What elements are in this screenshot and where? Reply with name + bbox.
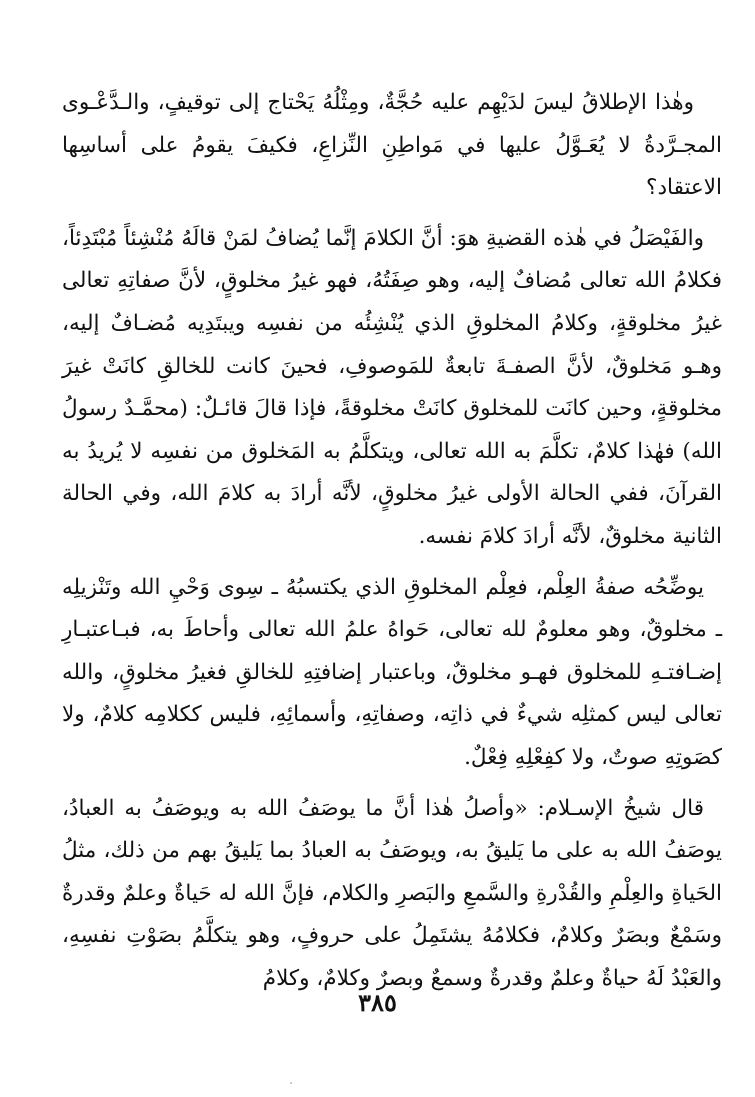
page-body (62, 82, 722, 1000)
paragraph-3: يوضِّحُه صفةُ العِلْم، فعِلْم المخلوقِ الذي يكتسبُهُ ـ سِوى وَحْيِ الله وتَنْزيلِه ـ مخلوقٌ، وهو معلومٌ لله تعالى، حَواهُ علمُ الله تعالى وأحاطَ به، فبـاعتبـارِ إضـافتـهِ للمخلوق فهـو مخلوقٌ، وباعتبار إضافتِهِ للخالقِ فغيرُ مخلوقٍ، والله تعالى ليس كمثلِه شيءٌ في ذاتِه، وصفاتِهِ، وأسمائِهِ، فليس ككلامِه كلامٌ، ولا كصَوتِهِ صوتٌ، ولا كفِعْلِهِ فِعْلٌ. (62, 574, 722, 770)
paragraph-4: قال شيخُ الإسـلام: «وأصلُ هٰذا أنَّ ما يوصَفُ الله به ويوصَفُ به العبادُ، يوصَفُ الله به على ما يَليقُ به، ويوصَفُ به العبادُ بما يَليقُ بهم من ذلك، مثلُ الحَياةِ والعِلْمِ والقُدْرةِ والسَّمعِ والبَصرِ والكلام، فإنَّ الله له حَياةٌ وعلمٌ وقدرةٌ وسَمْعٌ وبصَرٌ وكلامٌ، فكلامُهُ يشتَمِلُ على حروفٍ، وهو يتكلَّمُ بصَوْتِ نفسِهِ، والعَبْدُ لَهُ حياةٌ وعلمٌ وقدرةٌ وسمعٌ وبصرٌ وكلامٌ، وكلامُ (62, 795, 722, 991)
paragraph-1: وهٰذا الإطلاقُ ليسَ لدَيْهِم عليه حُجَّةٌ، ومِثْلُهُ يَحْتاج إلى توقيفٍ، والـدَّعْـوى المجـرَّدةُ لا يُعَـوَّلُ عليها في مَواطِنِ النِّزاعِ، فكيفَ يقومُ على أساسِها الاعتقاد؟ (62, 90, 722, 201)
paragraph-2: والفَيْصَلُ في هٰذه القضيةِ هوَ: أنَّ الكلامَ إنَّما يُضافُ لمَنْ قالَهُ مُنْشِئاً مُبْتَدِئاً، فكلامُ الله تعالى مُضافٌ إليه، وهو صِفَتُهُ، فهو غيرُ مخلوقٍ، لأنَّ صفاتِهِ تعالى غيرُ مخلوقةٍ، وكلامُ المخلوقِ الذي يُنْشِئُه من نفسِه ويبتَدِيه مُضـافٌ إليه، وهـو مَخلوقٌ، لأنَّ الصفـةَ تابعةٌ للمَوصوفِ، فحينَ كانت للخالقِ كانَتْ غيرَ مخلوقةٍ، وحين كانَت للمخلوق كانَتْ مخلوقةً، فإذا قالَ قائـلٌ: (محمَّـدٌ رسولُ الله) فهٰذا كلامٌ، تكلَّمَ به الله تعالى، ويتكلَّمُ به المَخلوق من نفسِه لا يُريدُ به القرآنَ، ففي الحالة الأولى غيرُ مخلوقٍ، لأنَّه أرادَ به كلامَ الله، وفي الحالة الثانية مخلوقٌ، لأنَّه أرادَ كلامَ نفسه. (62, 225, 722, 549)
page-number: ٣٨٥ (358, 988, 397, 1017)
scan-speck (290, 1082, 292, 1084)
